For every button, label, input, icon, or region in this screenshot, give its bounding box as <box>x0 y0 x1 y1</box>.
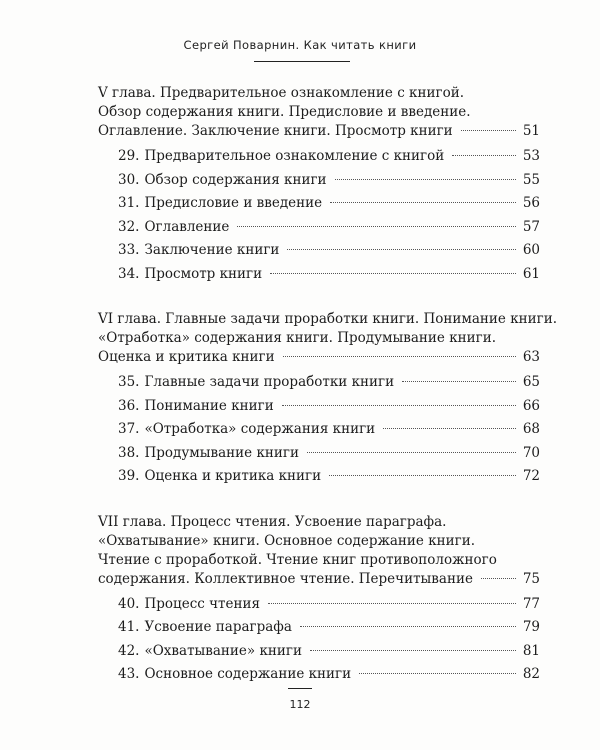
entry-number: 32. <box>118 218 140 235</box>
chapter-heading-text: Оглавление. Заключение книги. Просмотр книги <box>98 123 453 139</box>
chapter-page-number: 75 <box>522 570 540 587</box>
entry-title: Предисловие и введение <box>144 195 323 211</box>
entry-page-number: 68 <box>522 421 540 437</box>
dot-leader <box>270 273 516 274</box>
entry-title: «Охватывание» книги <box>144 642 302 659</box>
entry-number: 38. <box>118 444 140 461</box>
toc-entry <box>98 395 540 419</box>
entry-title: Процесс чтения <box>144 595 261 612</box>
chapter-5 <box>98 84 540 286</box>
chapter-heading-line: V глава. Предварительное ознакомление с книгой. <box>98 85 464 101</box>
chapter-heading-line: Чтение с проработкой. Чтение книг противоположного <box>98 551 497 568</box>
toc-entry <box>98 216 540 240</box>
entry-page-number: 60 <box>522 242 540 258</box>
entry-number: 39. <box>118 468 140 484</box>
dot-leader <box>383 428 516 429</box>
entry-page-number: 57 <box>522 218 540 235</box>
entry-page-number: 72 <box>522 468 540 484</box>
entry-number: 31. <box>118 195 140 211</box>
dot-leader <box>282 405 516 406</box>
entry-page-number: 81 <box>522 642 540 659</box>
dot-leader <box>402 381 516 382</box>
dot-leader <box>287 249 516 250</box>
chapter-7 <box>98 513 540 687</box>
dot-leader <box>237 226 516 227</box>
chapter-heading-last-line <box>98 570 540 589</box>
chapter-heading-text: Оценка и критика книги <box>98 349 275 365</box>
entry-number: 33. <box>118 242 140 258</box>
chapter-heading-line: «Охватывание» книги. Основное содержание книги. <box>98 532 476 549</box>
toc-entry <box>98 465 540 489</box>
dot-leader <box>461 130 516 131</box>
entry-number: 41. <box>118 619 140 635</box>
entry-title: Основное содержание книги <box>144 666 352 682</box>
entry-title: Продумывание книги <box>144 444 299 461</box>
entry-number: 43. <box>118 666 140 682</box>
chapter-page-number: 51 <box>522 123 540 139</box>
chapter-heading-last-line <box>98 122 540 141</box>
entry-title: Заключение книги <box>144 242 280 258</box>
entry-page-number: 79 <box>522 619 540 635</box>
toc-entry <box>98 263 540 287</box>
dot-leader <box>300 626 516 627</box>
entry-number: 30. <box>118 171 140 188</box>
toc-entry <box>98 663 540 687</box>
entry-page-number: 55 <box>522 171 540 188</box>
toc-entry <box>98 145 540 169</box>
toc-entry <box>98 418 540 442</box>
dot-leader <box>307 452 516 453</box>
page-number: 112 <box>289 698 311 711</box>
toc-entry <box>98 616 540 640</box>
entry-page-number: 77 <box>522 595 540 612</box>
entry-page-number: 61 <box>522 265 540 282</box>
entry-title: «Отработка» содержания книги <box>144 421 376 437</box>
toc-entry <box>98 371 540 395</box>
dot-leader <box>310 650 516 651</box>
footer-rule <box>288 688 312 689</box>
dot-leader <box>359 673 516 674</box>
dot-leader <box>329 475 516 476</box>
entry-title: Оценка и критика книги <box>144 468 322 484</box>
entry-title: Оглавление <box>144 218 230 235</box>
header-rule <box>254 61 350 62</box>
entry-number: 29. <box>118 148 140 164</box>
dot-leader <box>330 202 516 203</box>
chapter-page-number: 63 <box>522 349 540 365</box>
chapter-heading-line: VI глава. Главные задачи проработки книги. Понимание книги. <box>98 311 557 327</box>
entry-title: Усвоение параграфа <box>144 619 292 635</box>
entry-page-number: 53 <box>522 148 540 164</box>
entry-number: 40. <box>118 595 140 612</box>
dot-leader <box>452 155 516 156</box>
entry-number: 42. <box>118 642 140 659</box>
entry-title: Обзор содержания книги <box>144 171 327 188</box>
entry-number: 35. <box>118 374 140 390</box>
dot-leader <box>481 578 516 579</box>
running-header: Сергей Поварнин. Как читать книги <box>183 38 417 52</box>
entry-page-number: 70 <box>522 444 540 461</box>
entry-number: 34. <box>118 265 140 282</box>
toc-entry <box>98 442 540 466</box>
chapter-heading-line: Обзор содержания книги. Предисловие и введение. <box>98 104 471 120</box>
toc-entry <box>98 239 540 263</box>
entry-page-number: 66 <box>522 397 540 414</box>
chapter-heading-line: VII глава. Процесс чтения. Усвоение параграфа. <box>98 513 447 530</box>
toc-entry <box>98 593 540 617</box>
chapter-heading-line: «Отработка» содержания книги. Продумывание книги. <box>98 330 496 346</box>
entry-title: Понимание книги <box>144 397 274 414</box>
entry-number: 36. <box>118 397 140 414</box>
chapter-heading-last-line <box>98 348 540 367</box>
chapter-heading-text: содержания. Коллективное чтение. Перечитывание <box>98 570 473 587</box>
chapter-6 <box>98 310 557 489</box>
toc-entry <box>98 169 540 193</box>
table-of-contents <box>98 84 557 711</box>
toc-entry <box>98 640 540 664</box>
entry-page-number: 65 <box>522 374 540 390</box>
entry-page-number: 56 <box>522 195 540 211</box>
entry-title: Просмотр книги <box>144 265 263 282</box>
entry-title: Предварительное ознакомление с книгой <box>144 148 445 164</box>
toc-entry <box>98 192 540 216</box>
entry-page-number: 82 <box>522 666 540 682</box>
entry-title: Главные задачи проработки книги <box>144 374 395 390</box>
dot-leader <box>268 603 516 604</box>
entry-number: 37. <box>118 421 140 437</box>
dot-leader <box>335 179 516 180</box>
dot-leader <box>283 356 516 357</box>
